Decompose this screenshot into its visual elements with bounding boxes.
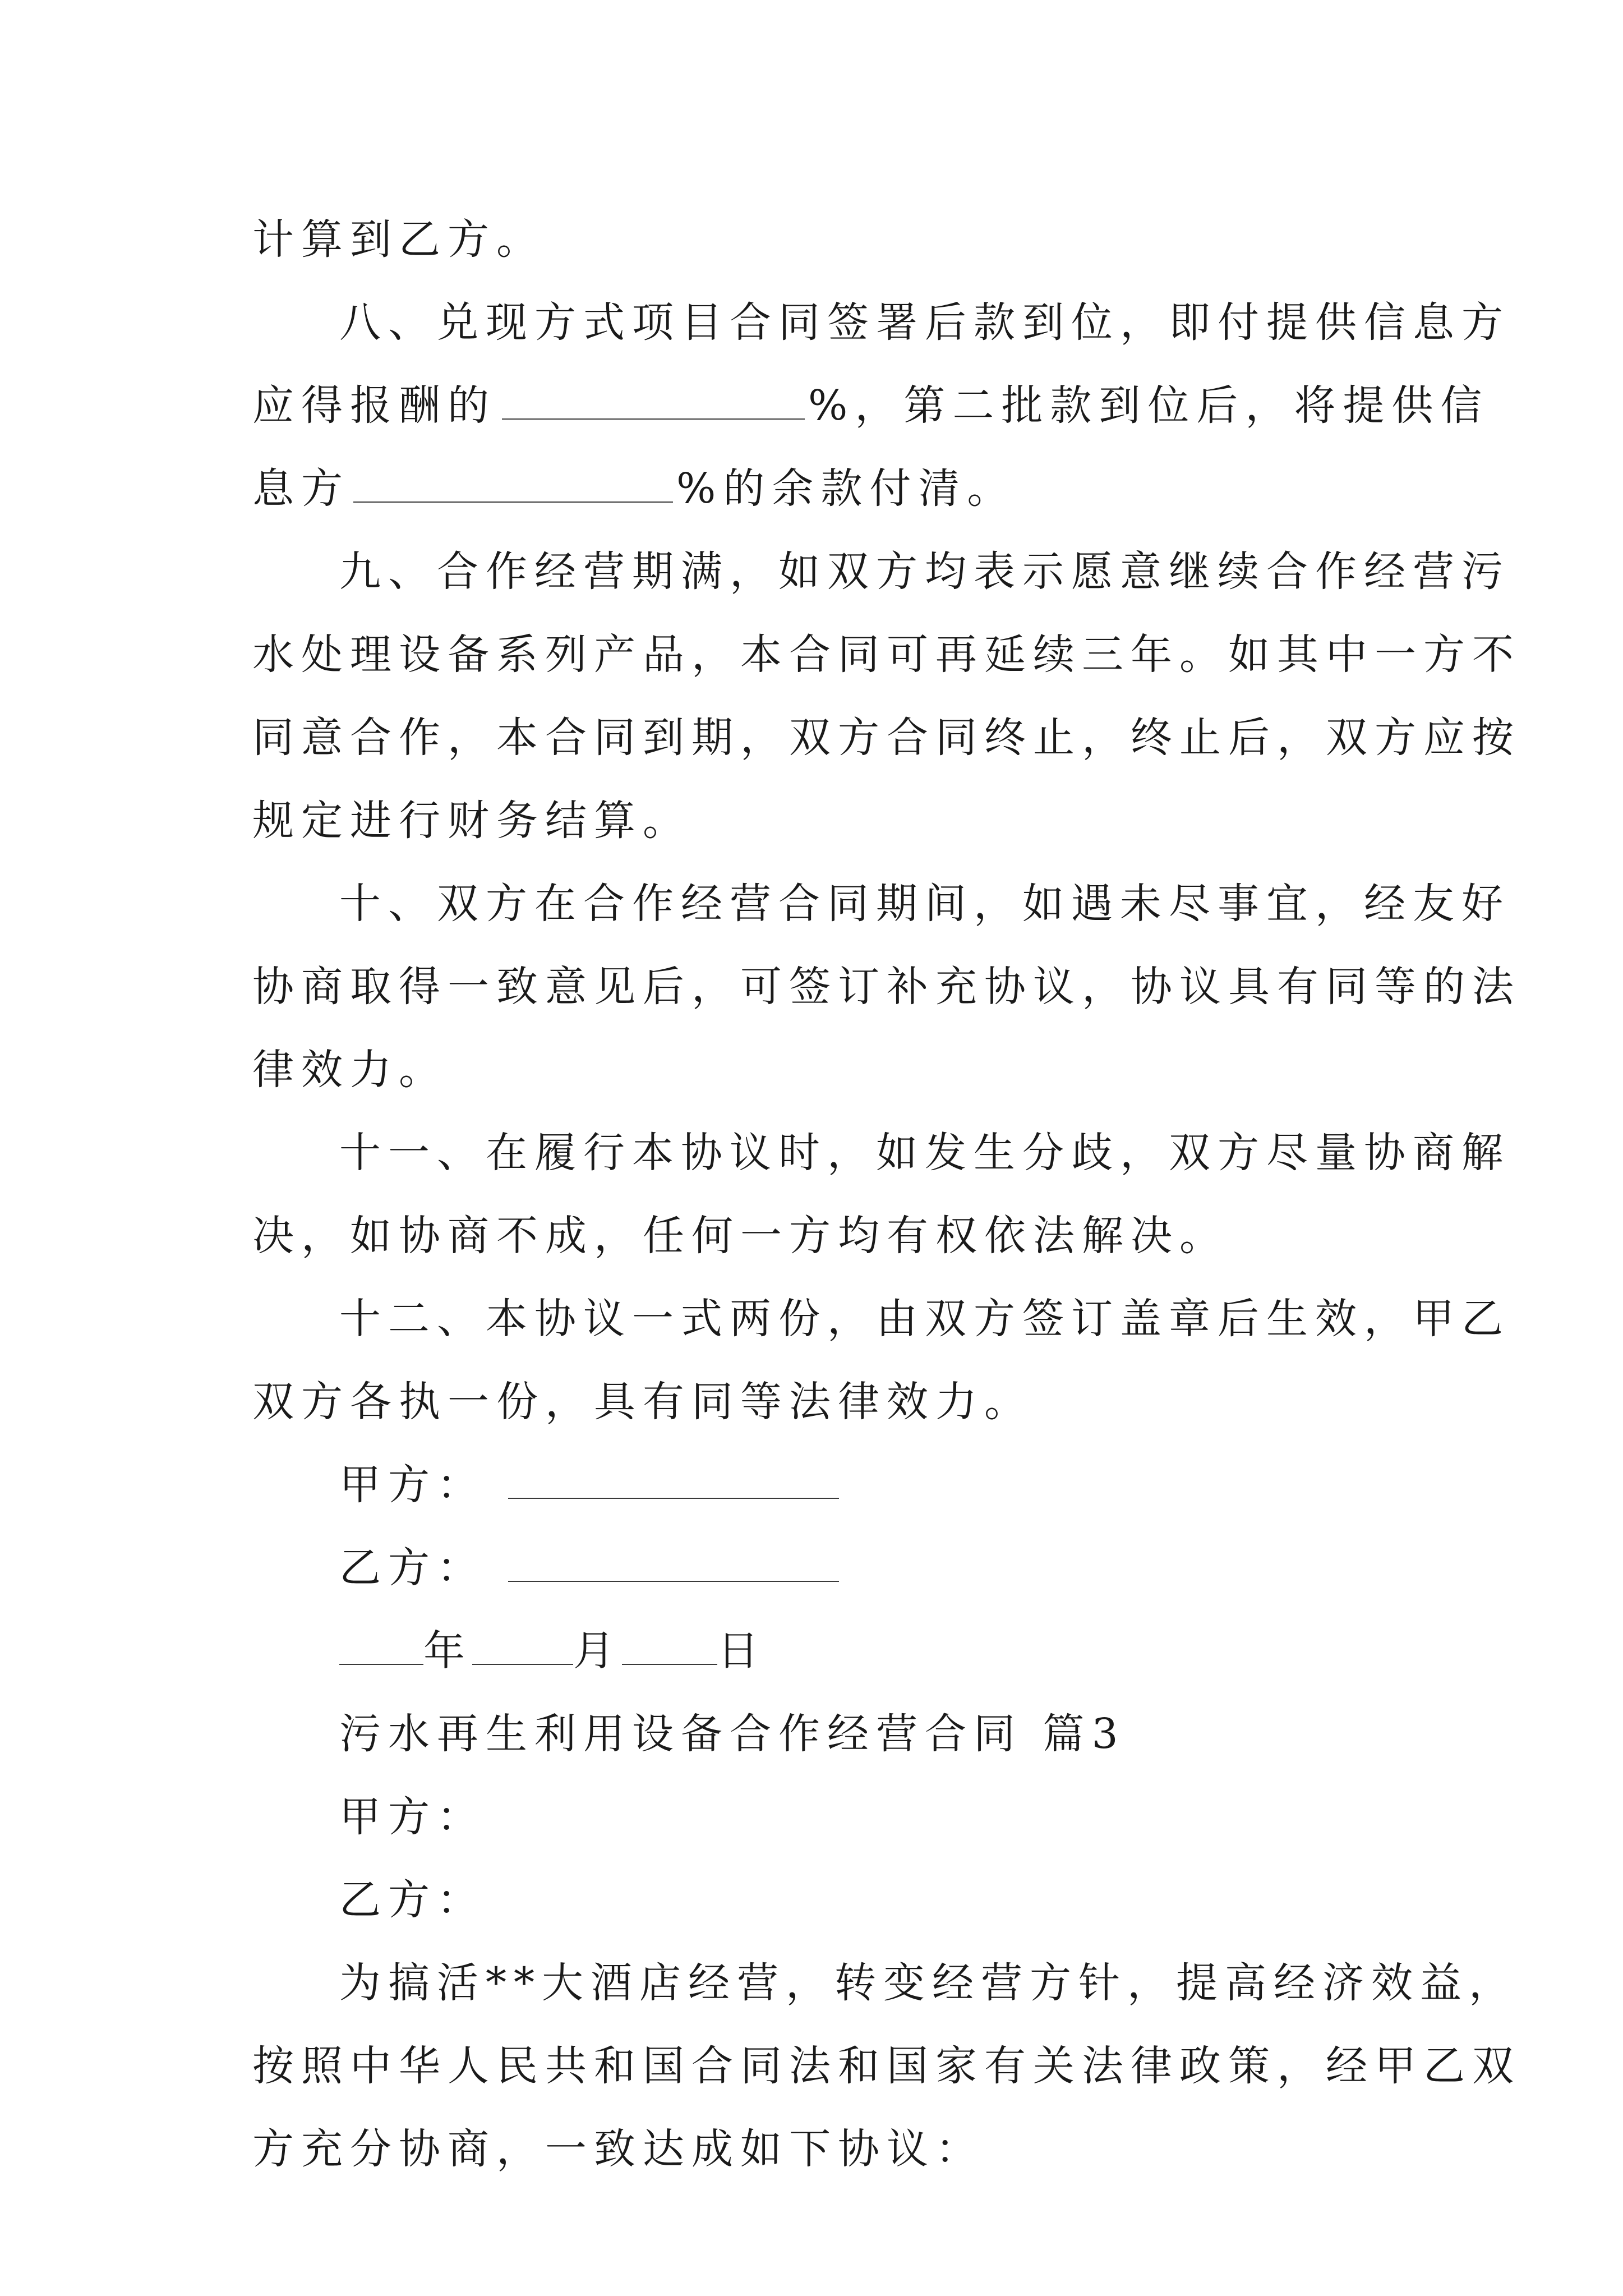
clause-9-line: 九、合作经营期满，如双方均表示愿意继续合作经营污	[339, 547, 1510, 596]
clause-10-line: 协商取得一致意见后，可签订补充协议，协议具有同等的法	[252, 963, 1521, 1011]
clause-10-line: 律效力。	[252, 1046, 448, 1094]
percentage-blank	[353, 462, 673, 503]
section-heading: 污水再生利用设备合作经营合同 篇3	[339, 1710, 1126, 1758]
clause-9-line: 水处理设备系列产品，本合同可再延续三年。如其中一方不	[252, 631, 1521, 679]
date-line: 年 月 日	[252, 1609, 1380, 1692]
clause-12-line: 双方各执一份，具有同等法律效力。	[252, 1378, 1033, 1426]
preamble-line: 为搞活**大酒店经营，转变经营方针，提高经济效益，	[339, 1959, 1518, 2007]
clause-10-line: 十、双方在合作经营合同期间，如遇未尽事宜，经友好	[339, 880, 1510, 928]
party-a-signature-line: 甲方：	[252, 1443, 1380, 1526]
preamble-line: 按照中华人民共和国合同法和国家有关法律政策，经甲乙双	[252, 2042, 1521, 2090]
party-b-label: 乙方：	[339, 1876, 486, 1924]
party-a-label: 甲方：	[339, 1793, 486, 1841]
preamble-line: 方充分协商，一致达成如下协议：	[252, 2125, 984, 2173]
clause-12-line: 十二、本协议一式两份，由双方签订盖章后生效，甲乙	[339, 1295, 1510, 1343]
paragraph-line: 计算到乙方。	[252, 215, 545, 264]
percentage-blank	[502, 379, 805, 420]
clause-8-line: 息方 %的余款付清。	[252, 447, 1380, 530]
month-blank	[472, 1625, 573, 1665]
clause-9-line: 规定进行财务结算。	[252, 797, 691, 845]
clause-8-line: 应得报酬的 %，第二批款到位后，将提供信	[252, 364, 1380, 447]
clause-8-line: 八、兑现方式项目合同签署后款到位，即付提供信息方	[339, 298, 1510, 347]
clause-11-line: 决，如协商不成，任何一方均有权依法解决。	[252, 1212, 1228, 1260]
clause-11-line: 十一、在履行本协议时，如发生分歧，双方尽量协商解	[339, 1129, 1510, 1177]
year-blank	[339, 1625, 423, 1665]
signature-blank	[508, 1458, 839, 1499]
document-body	[252, 198, 1521, 2191]
day-blank	[622, 1625, 717, 1665]
signature-blank	[508, 1542, 839, 1582]
party-b-signature-line: 乙方：	[252, 1526, 1380, 1609]
clause-9-line: 同意合作，本合同到期，双方合同终止，终止后，双方应按	[252, 714, 1521, 762]
